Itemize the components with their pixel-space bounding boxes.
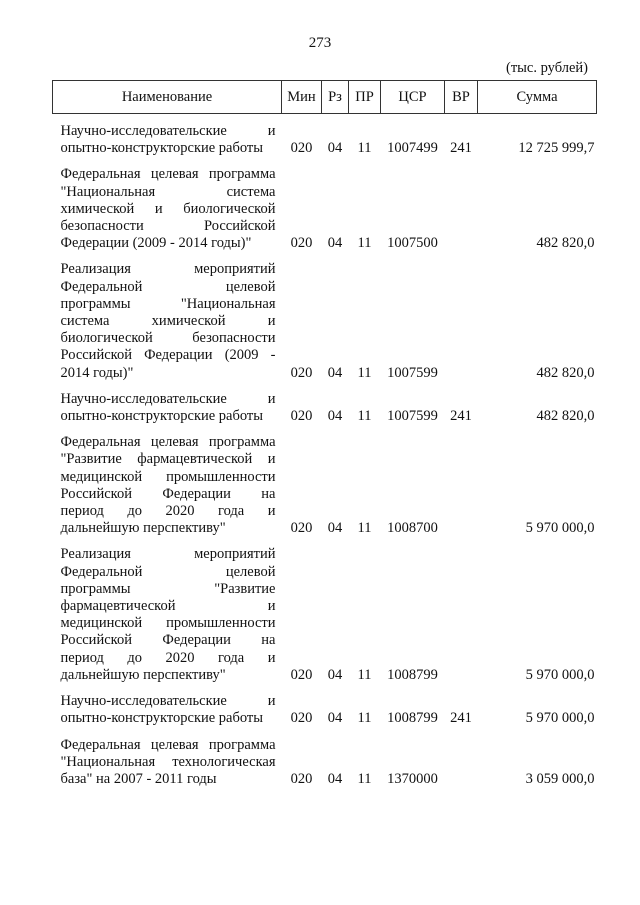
row-pr: 11 <box>357 770 372 787</box>
row-name-line: база" на 2007 - 2011 годы <box>60 770 217 787</box>
row-name-line: Российской Федерации на <box>60 632 276 649</box>
table-row <box>53 252 597 381</box>
row-name-line: дальнейшую перспективу" <box>60 666 226 683</box>
header-rz: Рз <box>322 81 349 114</box>
row-sum: 482 820,0 <box>536 364 595 381</box>
row-name-line: Реализация мероприятий <box>60 261 276 278</box>
table-row <box>53 728 597 789</box>
row-pr: 11 <box>357 364 372 381</box>
header-sum: Сумма <box>478 81 597 114</box>
row-name <box>53 537 282 684</box>
row-vr <box>445 425 478 537</box>
row-min: 020 <box>290 520 313 537</box>
row-min: 020 <box>290 710 313 727</box>
row-rz: 04 <box>327 770 343 787</box>
row-name-line: 2014 годы)" <box>60 364 134 381</box>
row-name-line: "Национальная система <box>60 183 276 200</box>
header-name: Наименование <box>53 81 282 114</box>
header-pr: ПР <box>349 81 381 114</box>
row-name <box>53 425 282 537</box>
row-pr: 11 <box>357 235 372 252</box>
row-vr <box>445 537 478 684</box>
row-pr: 11 <box>357 408 372 425</box>
row-name-line: система химической и <box>60 313 276 330</box>
row-sum: 482 820,0 <box>536 235 595 252</box>
row-name-line: Реализация мероприятий <box>60 546 276 563</box>
row-csr: 1007500 <box>387 235 438 252</box>
table-row <box>53 157 597 252</box>
row-name-line: Федерации (2009 - 2014 годы)" <box>60 235 252 252</box>
row-vr <box>445 252 478 381</box>
row-name-line: "Национальная технологическая <box>60 753 276 770</box>
row-name-line: программы "Развитие <box>60 580 276 597</box>
row-sum: 12 725 999,7 <box>518 140 595 157</box>
row-vr: 241 <box>450 140 472 157</box>
row-vr: 241 <box>450 408 472 425</box>
row-name-line: дальнейшую перспективу" <box>60 520 226 537</box>
row-csr: 1007599 <box>387 408 438 425</box>
row-name-line: химической и биологической <box>60 200 276 217</box>
row-rz: 04 <box>327 364 343 381</box>
row-name <box>53 252 282 381</box>
row-rz: 04 <box>327 710 343 727</box>
row-csr: 1008799 <box>387 710 438 727</box>
row-rz: 04 <box>327 235 343 252</box>
row-name <box>53 114 282 158</box>
row-min: 020 <box>290 140 313 157</box>
row-csr: 1008700 <box>387 520 438 537</box>
row-sum: 5 970 000,0 <box>525 666 595 683</box>
row-name-line: Научно-исследовательские и <box>60 390 276 407</box>
row-name-line: Российской Федерации (2009 - <box>60 347 276 364</box>
row-csr: 1007599 <box>387 364 438 381</box>
row-name <box>53 684 282 727</box>
row-name-line: период до 2020 года и <box>60 503 276 520</box>
row-name <box>53 157 282 252</box>
row-name-line: опытно-конструкторские работы <box>60 140 264 157</box>
row-min: 020 <box>290 408 313 425</box>
row-name-line: медицинской промышленности <box>60 468 276 485</box>
row-rz: 04 <box>327 666 343 683</box>
row-name-line: Федеральной целевой <box>60 563 276 580</box>
table-header-row <box>53 81 597 114</box>
row-sum: 482 820,0 <box>536 408 595 425</box>
row-name-line: Федеральная целевая программа <box>60 166 276 183</box>
row-name <box>53 382 282 425</box>
header-min: Мин <box>282 81 322 114</box>
row-pr: 11 <box>357 140 372 157</box>
row-min: 020 <box>290 235 313 252</box>
row-pr: 11 <box>357 666 372 683</box>
row-name-line: период до 2020 года и <box>60 649 276 666</box>
row-name <box>53 728 282 789</box>
row-sum: 5 970 000,0 <box>525 710 595 727</box>
row-name-line: безопасности Российской <box>60 218 276 235</box>
row-csr: 1370000 <box>387 770 438 787</box>
row-name-line: фармацевтической и <box>60 598 276 615</box>
row-min: 020 <box>290 364 313 381</box>
row-name-line: Российской Федерации на <box>60 485 276 502</box>
table-row <box>53 382 597 425</box>
row-name-line: Федеральная целевая программа <box>60 434 276 451</box>
row-name-line: медицинской промышленности <box>60 615 276 632</box>
table-body <box>53 114 597 789</box>
row-rz: 04 <box>327 520 343 537</box>
row-csr: 1008799 <box>387 666 438 683</box>
page-number: 273 <box>308 35 332 51</box>
table-row <box>53 114 597 158</box>
row-pr: 11 <box>357 520 372 537</box>
row-name-line: биологической безопасности <box>60 330 276 347</box>
row-name-line: программы "Национальная <box>60 295 276 312</box>
table-row <box>53 537 597 684</box>
row-name-line: Научно-исследовательские и <box>60 123 276 139</box>
row-name-line: опытно-конструкторские работы <box>60 408 264 425</box>
row-min: 020 <box>290 666 313 683</box>
row-name-line: опытно-конструкторские работы <box>60 710 264 727</box>
row-min: 020 <box>290 770 313 787</box>
row-name-line: "Развитие фармацевтической и <box>60 451 276 468</box>
row-sum: 5 970 000,0 <box>525 520 595 537</box>
row-name-line: Федеральной целевой <box>60 278 276 295</box>
row-vr <box>445 157 478 252</box>
header-csr: ЦСР <box>381 81 445 114</box>
row-vr <box>445 728 478 789</box>
row-name-line: Научно-исследовательские и <box>60 693 276 710</box>
row-name-line: Федеральная целевая программа <box>60 736 276 753</box>
row-vr: 241 <box>450 710 472 727</box>
header-vr: ВР <box>445 81 478 114</box>
budget-table <box>52 80 597 788</box>
table-row <box>53 425 597 537</box>
row-rz: 04 <box>327 408 343 425</box>
units-label: (тыс. рублей) <box>506 60 588 76</box>
row-csr: 1007499 <box>387 140 438 157</box>
row-sum: 3 059 000,0 <box>525 770 595 787</box>
row-rz: 04 <box>327 140 343 157</box>
table-row <box>53 684 597 727</box>
row-pr: 11 <box>357 710 372 727</box>
